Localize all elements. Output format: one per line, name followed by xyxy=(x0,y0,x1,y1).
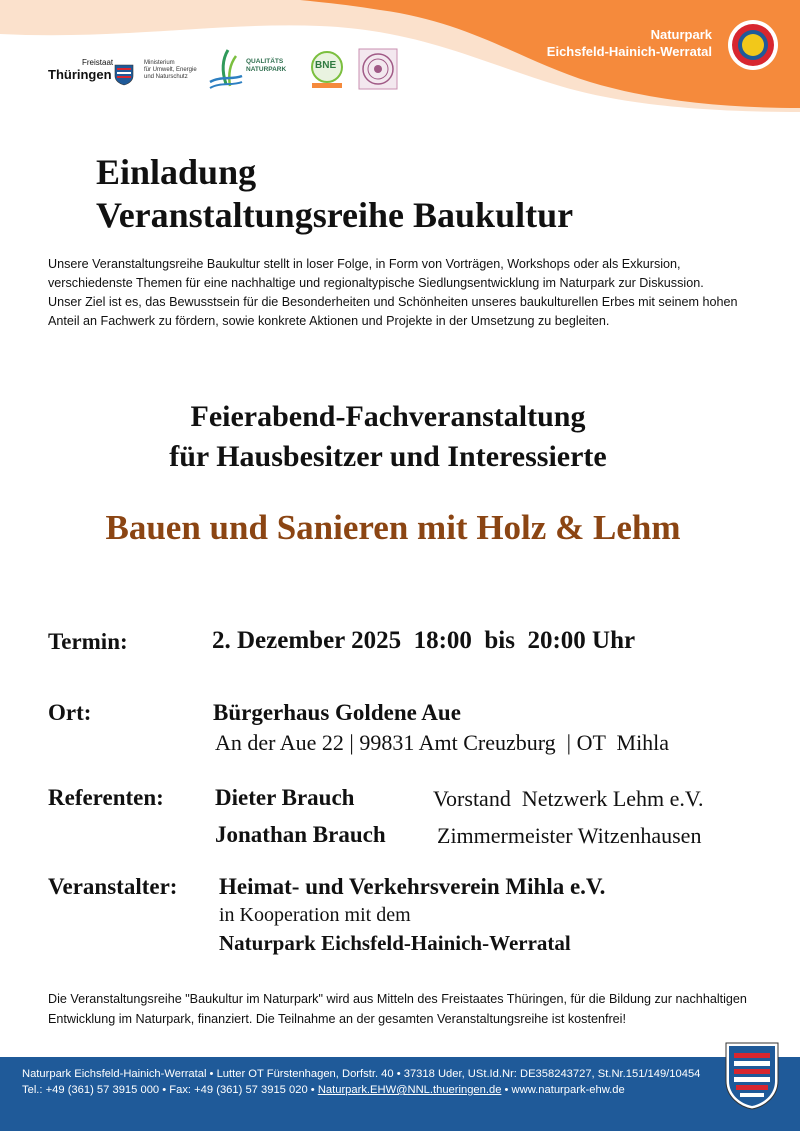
veranstalter-name: Heimat- und Verkehrsverein Mihla e.V. xyxy=(219,874,606,899)
seal-logo-icon xyxy=(358,48,398,90)
naturpark-line2: Eichsfeld-Hainich-Werratal xyxy=(546,44,712,59)
veranstalter-label: Veranstalter: xyxy=(48,874,178,899)
intro-paragraph-1: Unsere Veranstaltungsreihe Baukultur stellt in loser Folge, in Form von Vorträgen, Workshops oder als Exkursion, verschiedenste Themen für eine nachhaltige und regionaltypische Siedlungsentwicklung im Naturpark zur Diskussion. xyxy=(48,257,704,290)
referent-1-role: Vorstand Netzwerk Lehm e.V. xyxy=(433,786,704,811)
footer-website: • www.naturpark-ehw.de xyxy=(501,1084,625,1096)
qualitaet-line1: QUALITÄTS xyxy=(246,58,284,65)
bne-label: BNE xyxy=(315,60,337,71)
footer-contact xyxy=(22,1066,700,1098)
termin-value: 2. Dezember 2025 18:00 bis 20:00 Uhr xyxy=(212,627,636,654)
ministerium-line3: und Naturschutz xyxy=(144,74,188,80)
termin-label: Termin: xyxy=(48,629,128,654)
qualitaets-naturpark-icon xyxy=(208,46,244,94)
ort-label: Ort: xyxy=(48,700,92,725)
page-heading xyxy=(96,151,573,237)
intro-paragraph-2: Unser Ziel ist es, das Bewusstsein für die Besonderheiten und Schönheiten unseres baukulturellen Erbes mit seinem hohen Anteil an Fachwerk zu fördern, sowie konkrete Aktionen und Projekte in der Umsetzung zu begleiten. xyxy=(48,295,738,328)
event-title: Bauen und Sanieren mit Holz & Lehm xyxy=(105,508,681,547)
event-type-line2: für Hausbesitzer und Interessierte xyxy=(169,440,607,473)
thueringen-crest-footer-icon xyxy=(724,1041,780,1111)
footer-phone: Tel.: +49 (361) 57 3915 000 • Fax: +49 (361) 57 3915 020 • xyxy=(22,1084,318,1096)
qualitaets-naturpark-label xyxy=(246,58,286,74)
naturpark-circle-logo-icon xyxy=(726,18,780,72)
referenten-label: Referenten: xyxy=(48,785,164,810)
ministerium-line2: für Umwelt, Energie xyxy=(144,67,197,73)
footer-address: Naturpark Eichsfeld-Hainich-Werratal • Lutter OT Fürstenhagen, Dorfstr. 40 • 37318 Uder, USt.Id.Nr: DE358243727, St.Nr.151/149/10454 xyxy=(22,1068,701,1080)
funding-note: Die Veranstaltungsreihe "Baukultur im Naturpark" wird aus Mitteln des Freistaates Thüringen, für die Bildung zur nachhaltigen Entwicklung im Naturpark, finanziert. Die Teilnahme an der gesamten Veranstaltungsreihe ist kostenfrei! xyxy=(48,992,747,1026)
intro-text xyxy=(48,255,760,331)
ministerium-label xyxy=(144,60,197,81)
referent-2-role: Zimmermeister Witzenhausen xyxy=(437,823,702,848)
referent-1-name: Dieter Brauch xyxy=(215,785,355,810)
heading-line1: Einladung xyxy=(96,152,257,192)
event-type xyxy=(0,397,776,477)
partner-name: Naturpark Eichsfeld-Hainich-Werratal xyxy=(219,931,571,955)
footer-email-link[interactable]: Naturpark.EHW@NNL.thueringen.de xyxy=(317,1084,502,1096)
naturpark-logo-text xyxy=(500,26,712,60)
heading-line2: Veranstaltungsreihe Baukultur xyxy=(96,195,574,235)
thueringen-crest-icon xyxy=(114,64,134,86)
ministerium-line1: Ministerium xyxy=(144,60,175,66)
ort-address: An der Aue 22 | 99831 Amt Creuzburg | OT Mihla xyxy=(215,730,670,755)
freistaat-label: Freistaat xyxy=(82,58,114,67)
qualitaet-line2: NATURPARK xyxy=(246,66,287,73)
event-type-line1: Feierabend-Fachveranstaltung xyxy=(190,400,586,433)
footer-phone-line xyxy=(22,1082,700,1098)
kooperation-text: in Kooperation mit dem xyxy=(219,904,411,926)
referent-2-name: Jonathan Brauch xyxy=(215,822,386,847)
ort-name: Bürgerhaus Goldene Aue xyxy=(213,700,461,725)
naturpark-line1: Naturpark xyxy=(650,27,712,42)
thueringen-label: Thüringen xyxy=(48,67,112,82)
